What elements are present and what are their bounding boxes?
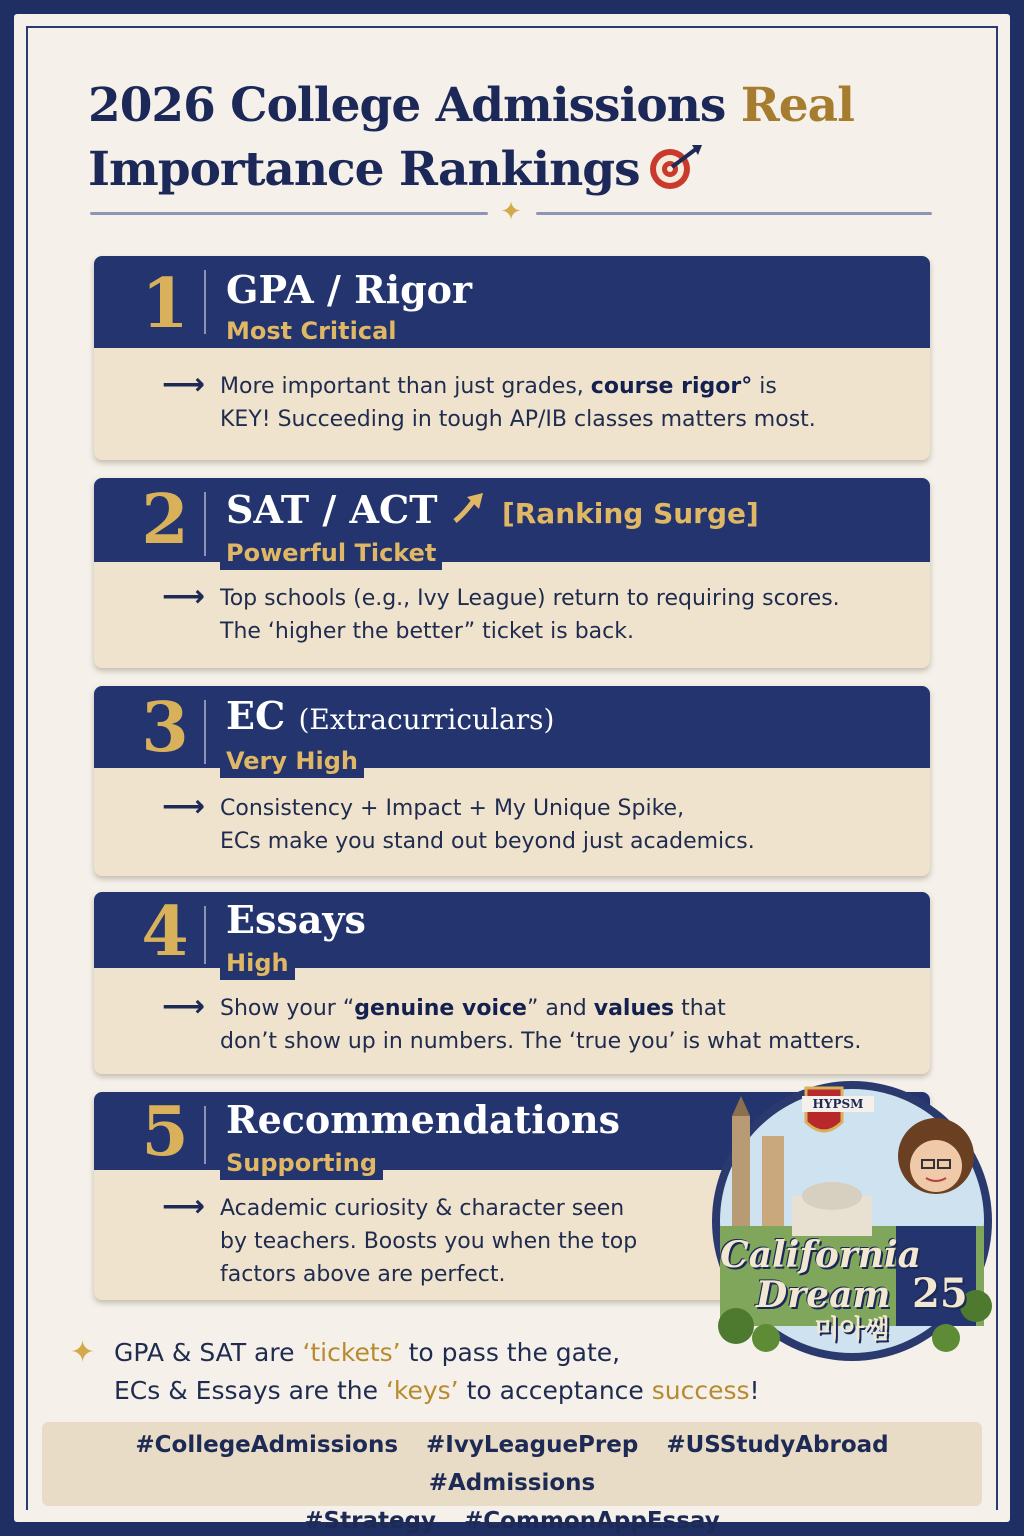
trend-up-arrow-icon [451,488,489,536]
arrow-right-icon: ⟶ [162,789,206,824]
badge-crest-label: HYPSM [802,1096,874,1112]
summary-highlight: ‘tickets’ [302,1338,401,1367]
ranking-card-1 [94,256,930,460]
body-text: KEY! Succeeding in tough AP/IB classes matters most. [220,407,816,432]
target-icon [646,143,704,208]
hashtag[interactable]: #CollegeAdmissions [135,1432,399,1458]
card-title-text: EC [226,693,286,738]
rank-number: 5 [141,1092,189,1172]
card-title-sub: (Extracurriculars) [298,703,555,736]
ranking-card-4 [94,892,930,1074]
header-divider [204,700,206,764]
badge-number: 25 [912,1270,968,1317]
header-divider [204,1106,206,1164]
importance-tag: High [220,946,295,980]
summary-text: GPA & SAT are [114,1338,303,1367]
hashtag[interactable]: #CommonAppEssay [464,1508,720,1534]
body-bold: genuine voice [354,996,527,1021]
summary-text: ECs & Essays are the [114,1376,386,1405]
rank-number: 1 [141,264,189,344]
summary-highlight: ‘keys’ [385,1376,459,1405]
badge-line2: Dream [756,1274,891,1316]
arrow-right-icon: ⟶ [162,579,206,614]
body-text: is [759,374,777,399]
rank-number: 2 [141,480,189,560]
hashtag-bar [42,1422,982,1534]
hashtag[interactable]: #Strategy [304,1508,437,1534]
card-title: Recommendations [226,1097,621,1142]
body-text: Consistency + Impact + My Unique Spike, [220,796,685,821]
title-divider-left [90,212,488,215]
hashtag[interactable]: #Admissions [428,1470,596,1496]
california-dream-badge [696,1076,1008,1366]
header-divider [204,492,206,556]
body-text: More important than just grades, [220,374,584,399]
badge-line1: California [720,1234,921,1276]
body-text: Show your “ [220,996,355,1021]
card-title: GPA / Rigor [226,267,473,312]
title-accent: Real [740,78,854,133]
hashtag[interactable]: #USStudyAbroad [666,1432,889,1458]
rank-number: 3 [141,688,189,768]
header-divider [204,270,206,334]
importance-tag: Very High [220,744,364,778]
importance-tag: Most Critical [220,314,403,348]
sparkle-icon: ✦ [70,1335,96,1370]
body-text: Academic curiosity & character seen [220,1196,625,1221]
card-title: Essays [226,897,366,942]
card-title [226,692,554,744]
header-divider [204,906,206,964]
card-title [226,486,759,538]
body-bold: values [593,996,675,1021]
ranking-card-2 [94,478,930,668]
summary-text: ! [749,1376,760,1405]
body-text: ” and [526,996,594,1021]
arrow-right-icon: ⟶ [162,989,206,1024]
body-text: by teachers. Boosts you when the top [220,1229,638,1254]
body-text: Top schools (e.g., Ivy League) return to requiring scores. [220,586,840,611]
body-text: factors above are perfect. [220,1262,506,1287]
sparkle-icon: ✦ [500,197,522,227]
title-main: 2026 College Admissions [88,78,726,133]
summary-text: to acceptance [458,1376,652,1405]
body-text: ECs make you stand out beyond just academics. [220,829,755,854]
summary-highlight: success [651,1376,750,1405]
ranking-card-3 [94,686,930,876]
arrow-right-icon: ⟶ [162,367,206,402]
hashtag[interactable]: #IvyLeaguePrep [426,1432,639,1458]
rank-number: 4 [141,892,189,972]
arrow-right-icon: ⟶ [162,1189,206,1224]
body-text: don’t show up in numbers. The ‘true you’ is what matters. [220,1029,862,1054]
body-text: that [674,996,726,1021]
body-text: The ‘higher the better” ticket is back. [220,619,634,644]
importance-tag: Powerful Ticket [220,536,442,570]
title-divider-right [536,212,932,215]
page-title [88,74,948,208]
ranking-surge-label: [Ranking Surge] [501,497,759,530]
importance-tag: Supporting [220,1146,383,1180]
body-bold: course rigor° [590,374,753,399]
title-line2: Importance Rankings [88,142,640,197]
badge-korean: 미아쌤 [814,1315,890,1345]
summary-text: to pass the gate, [400,1338,621,1367]
card-title-text: SAT / ACT [226,487,438,532]
